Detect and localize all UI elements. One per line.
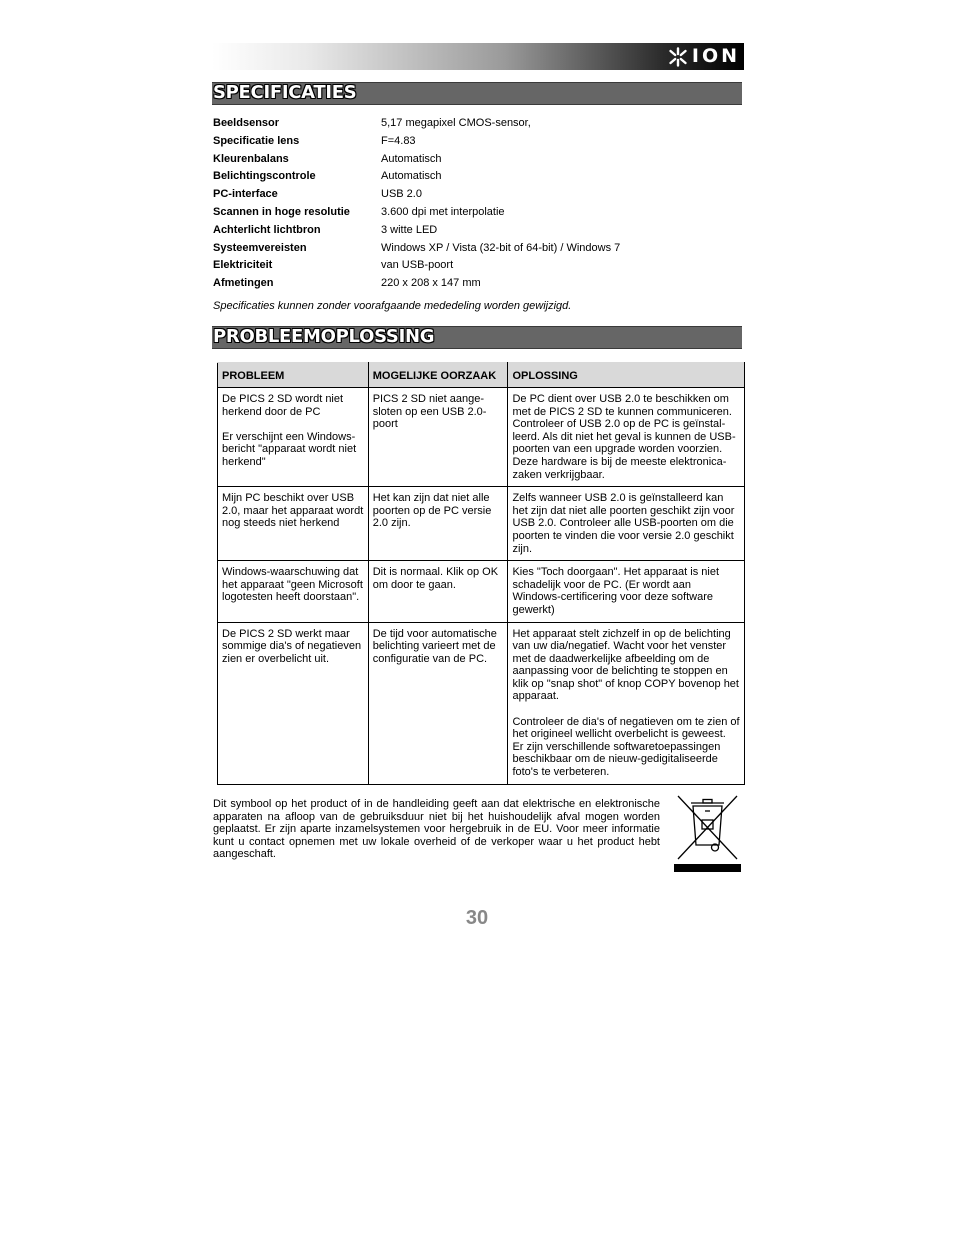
spec-label: Specificatie lens	[213, 134, 300, 147]
cell-text-line: 2.0 zijn.	[372, 517, 411, 530]
cell-text-line: Dit is normaal. Klik op OK	[372, 566, 499, 579]
trouble-title: PROBLEEMOPLOSSING	[213, 326, 435, 347]
cell-text-line: foto's te verbeteren.	[512, 766, 610, 779]
paragraph-gap	[512, 703, 740, 716]
spec-value: 3.600 dpi met interpolatie	[381, 205, 505, 218]
cell-text-line: PICS 2 SD niet aange-	[372, 393, 485, 405]
cell-text-line: met de PICS 2 SD te kunnen communiceren.	[512, 405, 732, 418]
cell-text-line: sommige dia's of negatieven	[222, 640, 362, 653]
cell-text-line: Zelfs wanneer USB 2.0 is geïnstalleerd kan	[512, 492, 724, 505]
spec-label: Kleurenbalans	[213, 152, 289, 165]
spec-row	[213, 151, 743, 169]
cause-cell	[368, 561, 508, 622]
cell-text-line: Controleer of USB 2.0 op de PC is geïnstal-	[512, 418, 726, 431]
problem-cell	[218, 388, 369, 487]
specs-note: Specificaties kunnen zonder voorafgaande mededeling worden gewijzigd.	[213, 300, 572, 312]
table-row	[218, 487, 745, 561]
solution-cell	[508, 561, 745, 622]
solution-cell	[508, 388, 745, 487]
spec-value: 220 x 208 x 147 mm	[381, 277, 481, 290]
cell-text-line: aanpassing voor de belichting te stoppen en	[512, 665, 728, 678]
solution-cell	[508, 487, 745, 561]
cell-text-line: gewerkt)	[512, 603, 555, 616]
cell-text-line: De PICS 2 SD werkt maar	[222, 627, 350, 640]
paragraph-gap	[222, 418, 364, 431]
spec-row	[213, 257, 743, 275]
table-row	[218, 388, 745, 487]
cause-cell	[368, 388, 508, 487]
spec-row	[213, 222, 743, 240]
spec-label: PC-interface	[213, 188, 278, 201]
cell-text-line: poorten te vinden die voor versie 2.0 geschikt	[512, 529, 734, 542]
cell-text-line: bericht "apparaat wordt niet	[222, 443, 357, 456]
spec-row	[213, 275, 743, 293]
spec-value: Automatisch	[381, 152, 442, 165]
problem-cell	[218, 622, 369, 784]
spec-row	[213, 133, 743, 151]
spec-label: Scannen in hoge resolutie	[213, 205, 350, 218]
cell-text-line: Er zijn verschillende softwaretoepassingen	[512, 740, 721, 753]
spec-row	[213, 186, 743, 204]
spec-row	[213, 204, 743, 222]
spec-value: van USB-poort	[381, 259, 454, 272]
cell-text-line: De PC dient over USB 2.0 te beschikken om	[512, 393, 729, 405]
spec-row	[213, 168, 743, 186]
ion-logo	[668, 46, 740, 67]
spec-value: Windows XP / Vista (32-bit of 64-bit) / Windows 7	[381, 241, 621, 254]
brand-name: ION	[691, 45, 740, 67]
cell-text-line: De PICS 2 SD wordt niet	[222, 393, 344, 405]
cell-text-line: het origineel wellicht overbelicht is geweest.	[512, 728, 726, 741]
cell-text-line: 2.0, maar het apparaat wordt	[222, 504, 364, 517]
table-row	[218, 622, 745, 784]
cell-text-line: Het apparaat stelt zichzelf in op de belichting	[512, 627, 731, 640]
cell-text-line: schadelijk voor de PC. (Er wordt aan	[512, 578, 691, 591]
header-bar	[212, 43, 744, 70]
spec-value: USB 2.0	[381, 188, 422, 201]
cell-text-line: De tijd voor automatische	[372, 627, 497, 640]
cause-cell	[368, 622, 508, 784]
cell-text-line: het zijn dat niet alle poorten geschikt zijn voor	[512, 504, 735, 517]
cell-text-line: USB 2.0. Controleer alle USB-poorten om die	[512, 517, 734, 530]
cell-text-line: Kies "Toch doorgaan". Het apparaat is niet	[512, 566, 719, 579]
header-problem: PROBLEEM	[218, 363, 369, 388]
cell-text-line: belichting varieert met de	[372, 640, 496, 653]
cell-text-line: sloten op een USB 2.0-	[372, 405, 487, 418]
cell-text-line: Windows-certificering voor deze software	[512, 591, 713, 604]
crossed-out-wheelie-bin-icon	[674, 793, 741, 873]
spec-label: Beeldsensor	[213, 117, 280, 129]
weee-notice: Dit symbool op het product of in de handleiding geeft aan dat elektrische en elektronische apparaten na afloop van de gebruiksduur niet bij het huishoudelijk afval mogen worden geplaatst. Er zijn aparte inzamelsystemen voor hergebruik in de EU. Voor meer informatie kunt u contact opnemen met uw lokale overheid of de verkoper waar u het product hebt aangeschaft.	[213, 798, 660, 861]
header-cause: MOGELIJKE OORZAAK	[368, 363, 508, 388]
ion-star-icon	[668, 47, 688, 67]
cell-text-line: zijn.	[512, 542, 533, 555]
cell-text-line: herkend"	[222, 455, 266, 468]
cell-text-line: poort	[372, 418, 398, 431]
cell-text-line: apparaat.	[512, 690, 559, 703]
cell-text-line: klik op "snap shot" of knop COPY bovenop het	[512, 677, 739, 690]
spec-value: Automatisch	[381, 170, 442, 183]
cell-text-line: Het kan zijn dat niet alle	[372, 492, 490, 505]
table-header-row	[218, 363, 745, 388]
cell-text-line: Deze hardware is bij de meeste elektronica-	[512, 455, 727, 468]
cell-text-line: Mijn PC beschikt over USB	[222, 492, 355, 505]
spec-value: F=4.83	[381, 134, 416, 147]
cell-text-line: configuratie van de PC.	[372, 652, 488, 665]
spec-value: 3 witte LED	[381, 223, 438, 236]
cell-text-line: het apparaat "geen Microsoft	[222, 578, 363, 591]
cell-text-line: zaken verkrijgbaar.	[512, 468, 605, 481]
spec-label: Achterlicht lichtbron	[213, 223, 321, 236]
cell-text-line: om door te gaan.	[372, 578, 456, 591]
spec-row	[213, 115, 743, 133]
cell-text-line: Windows-waarschuwing dat	[222, 566, 359, 579]
cell-text-line: nog steeds niet herkend	[222, 517, 340, 530]
problem-cell	[218, 561, 369, 622]
spec-row	[213, 240, 743, 258]
cell-text-line: Controleer de dia's of negatieven om te zien of	[512, 715, 740, 728]
cell-text-line: logotesten heeft doorstaan".	[222, 591, 360, 604]
trouble-heading	[212, 326, 742, 349]
cell-text-line: met de daadwerkelijke afbeelding om de	[512, 652, 710, 665]
spec-label: Systeemvereisten	[213, 241, 307, 254]
cell-text-line: Er verschijnt een Windows-	[222, 430, 356, 443]
spec-label: Elektriciteit	[213, 259, 273, 272]
specs-heading	[212, 82, 742, 105]
cell-text-line: beschikbaar om de nieuw-gedigitaliseerde	[512, 753, 718, 766]
specs-title: SPECIFICATIES	[213, 82, 357, 103]
cell-text-line: zien er overbelicht uit.	[222, 652, 329, 665]
table-row	[218, 561, 745, 622]
cell-text-line: leerd. Als dit niet het geval is kunnen de USB-	[512, 430, 736, 443]
trouble-table	[217, 362, 745, 785]
cell-text-line: poorten van een upgrade worden voorzien.	[512, 443, 723, 456]
page-number: 30	[465, 907, 489, 929]
cause-cell	[368, 487, 508, 561]
spec-label: Belichtingscontrole	[213, 170, 316, 183]
problem-cell	[218, 487, 369, 561]
cell-text-line: van uw dia/negatief. Wacht voor het venster	[512, 640, 727, 653]
cell-text-line: herkend door de PC	[222, 405, 321, 418]
cell-text-line: poorten op de PC versie	[372, 504, 492, 517]
solution-cell	[508, 622, 745, 784]
specs-list	[213, 115, 743, 293]
spec-value: 5,17 megapixel CMOS-sensor,	[381, 117, 531, 129]
spec-label: Afmetingen	[213, 277, 274, 290]
header-solution: OPLOSSING	[508, 363, 745, 388]
